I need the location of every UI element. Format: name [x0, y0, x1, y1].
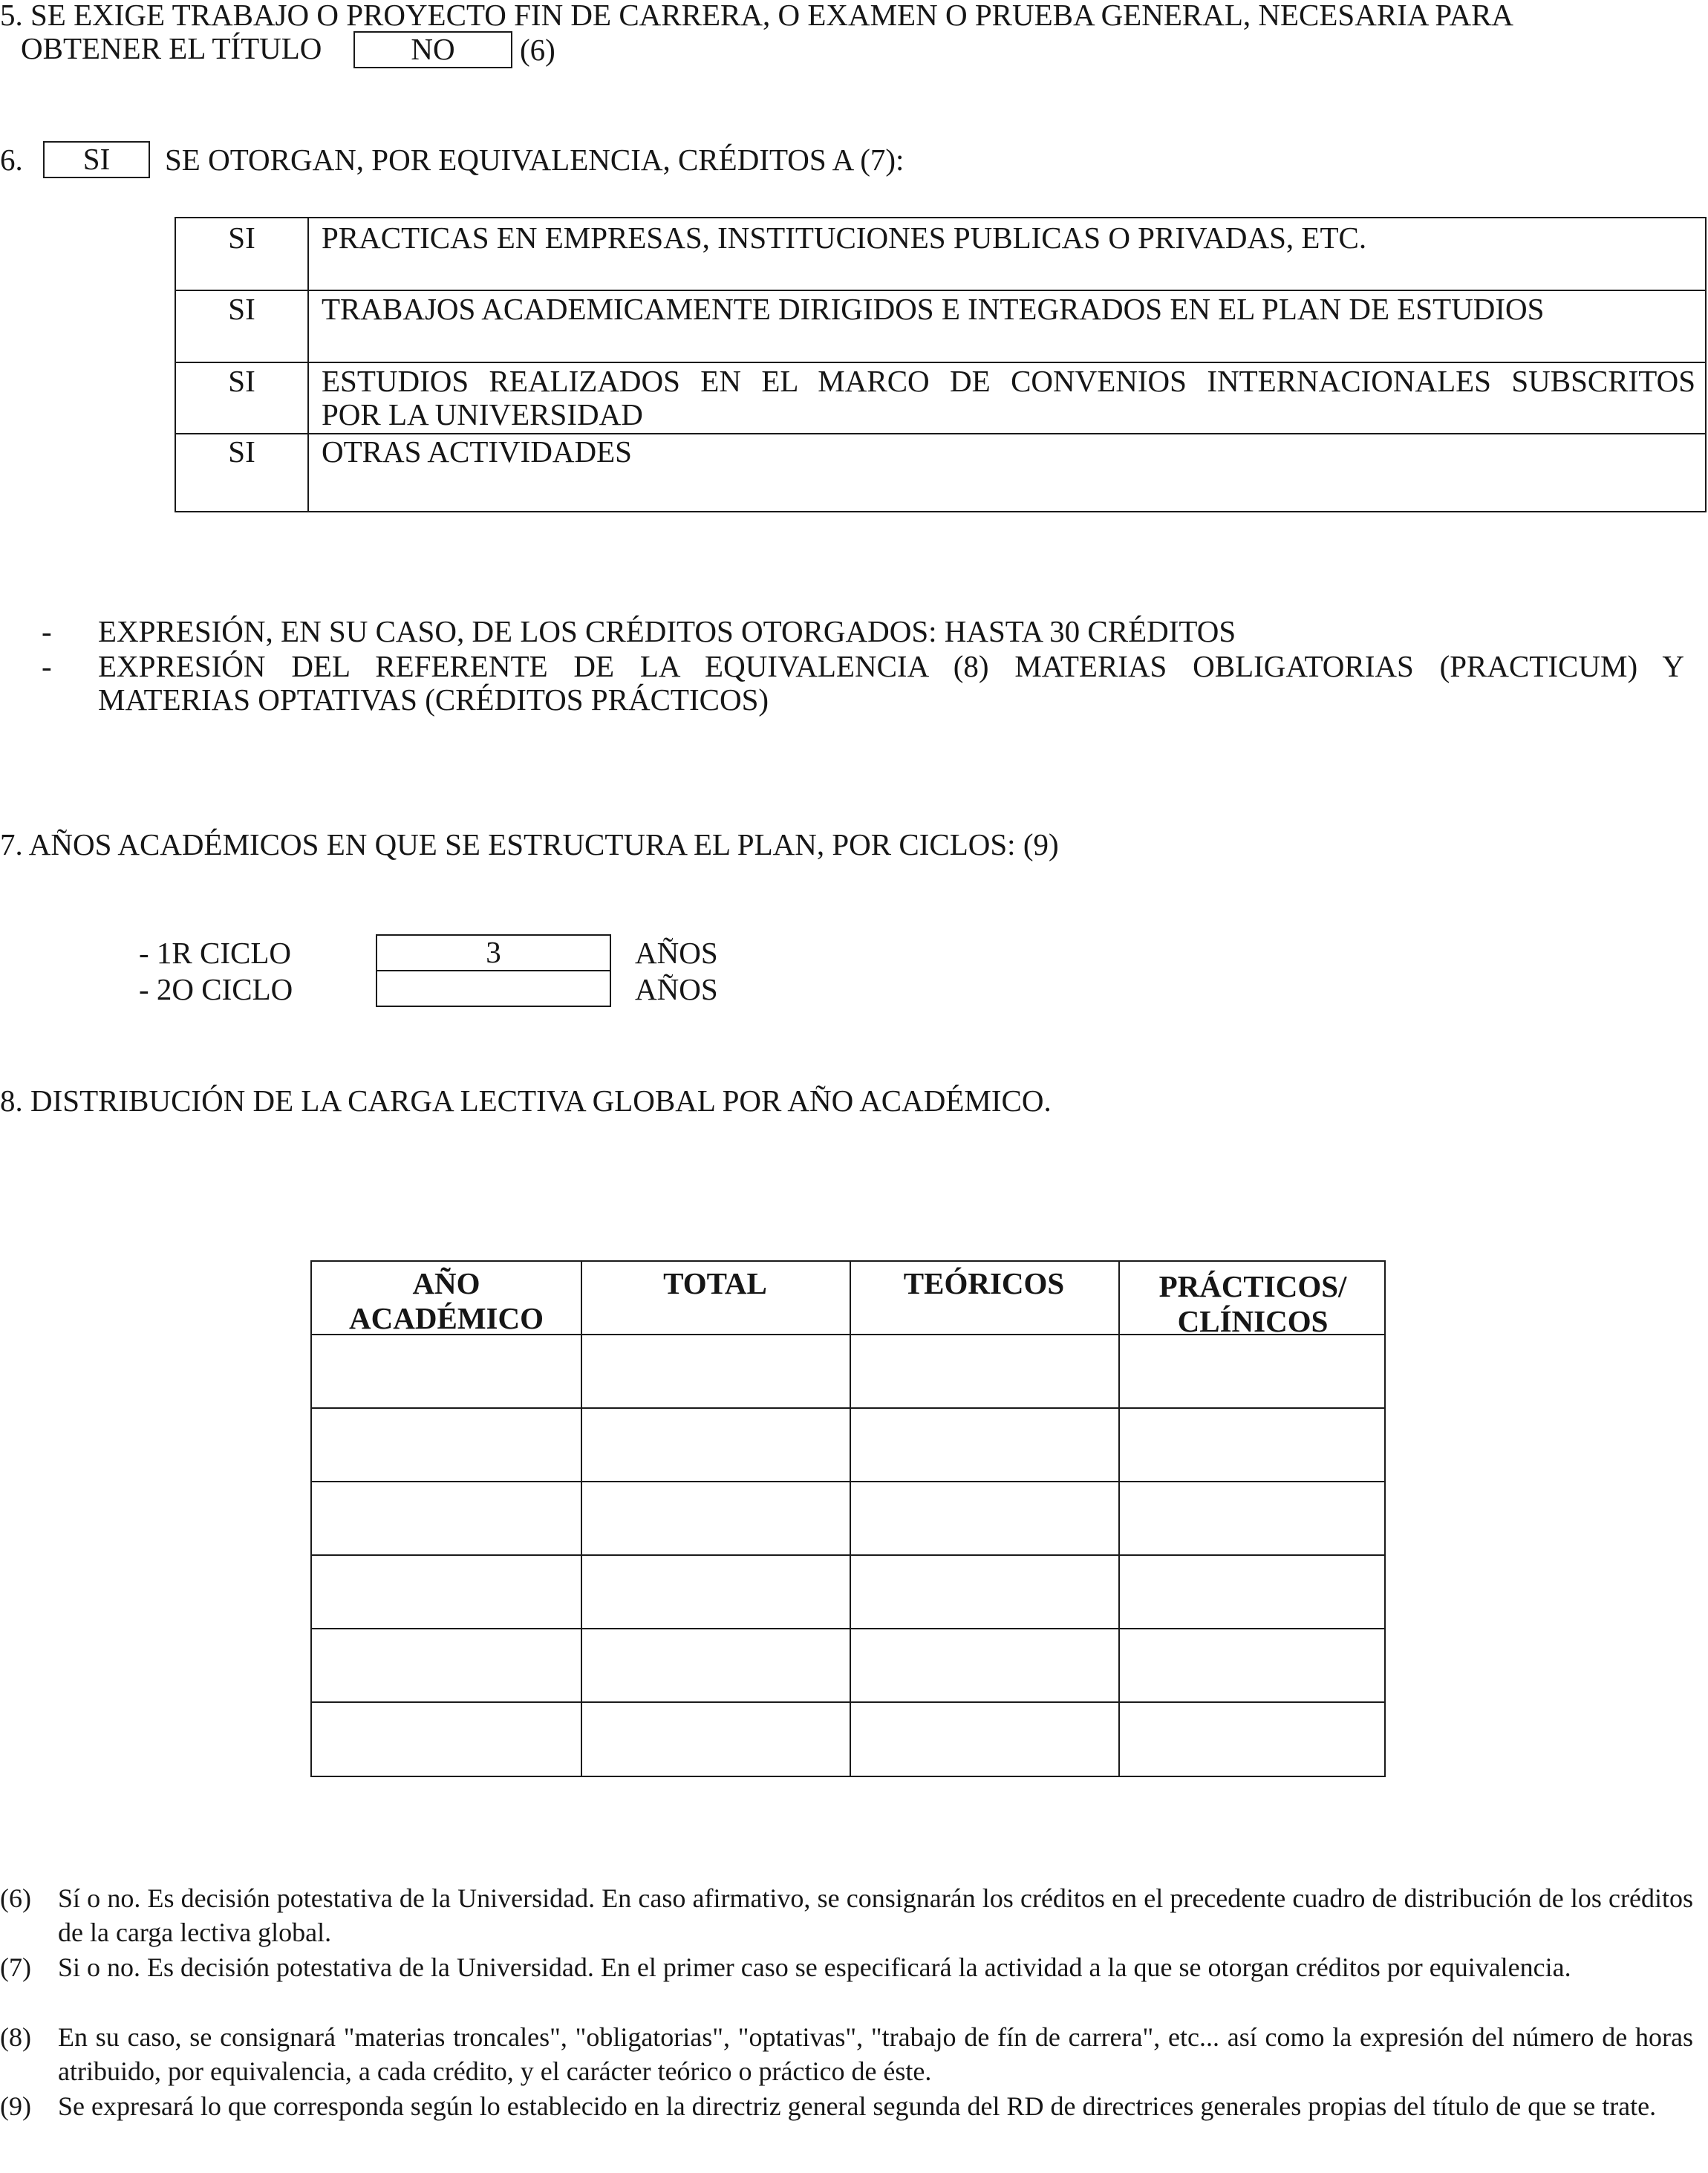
lt-header-practice-l2: CLÍNICOS — [1177, 1304, 1329, 1338]
eq-row-divider — [176, 290, 1705, 291]
cycle-1-label: - 1R CICLO — [139, 936, 291, 970]
eq-row-3-text: ESTUDIOS REALIZADOS EN EL MARCO DE CONVENIOS INTERNACIONALES SUBSCRITOS — [322, 364, 1695, 398]
lt-row-divider — [312, 1407, 1384, 1409]
bullet-dash: - — [42, 614, 52, 648]
footnote-6-number: (6) — [0, 1883, 31, 1913]
item6-label: SE OTORGAN, POR EQUIVALENCIA, CRÉDITOS A (7): — [165, 143, 904, 177]
eq-row-1-text: PRACTICAS EN EMPRESAS, INSTITUCIONES PUBLICAS O PRIVADAS, ETC. — [322, 221, 1367, 255]
eq-column-divider — [307, 218, 309, 511]
lt-header-total — [581, 1266, 850, 1301]
load-table — [310, 1260, 1386, 1777]
footnote-7-number: (7) — [0, 1952, 31, 1982]
eq-row-4-text: OTRAS ACTIVIDADES — [322, 434, 632, 469]
lt-column-divider — [581, 1262, 582, 1776]
footnote-7-text: Si o no. Es decisión potestativa de la Universidad. En el primer caso se especificará la actividad a la que se otorgan créditos por equivalencia. — [58, 1952, 1571, 1982]
item7-title: 7. AÑOS ACADÉMICOS EN QUE SE ESTRUCTURA EL PLAN, POR CICLOS: (9) — [0, 827, 1059, 861]
eq-row-4-value: SI — [228, 434, 255, 469]
lt-header-practice-l1: PRÁCTICOS/ — [1158, 1269, 1347, 1303]
lt-header-year-l1: AÑO — [412, 1266, 480, 1300]
item6-number: 6. — [0, 143, 23, 177]
item6-answer-box: SI — [43, 141, 150, 178]
lt-header-year — [312, 1266, 581, 1336]
lt-row-divider — [312, 1628, 1384, 1629]
equivalence-table — [175, 217, 1707, 512]
bullet-1-text: EXPRESIÓN, EN SU CASO, DE LOS CRÉDITOS OTORGADOS: HASTA 30 CRÉDITOS — [98, 614, 1236, 648]
bullet-2-text: EXPRESIÓN DEL REFERENTE DE LA EQUIVALENCIA (8) MATERIAS OBLIGATORIAS (PRACTICUM) Y — [98, 649, 1684, 683]
lt-column-divider — [850, 1262, 851, 1776]
cycle-1-value-box: 3 — [376, 934, 611, 971]
eq-row-2-value: SI — [228, 292, 255, 326]
lt-row-divider — [312, 1554, 1384, 1556]
eq-row-divider — [176, 362, 1705, 363]
cycle-1-unit: AÑOS — [635, 936, 718, 970]
lt-header-year-l2: ACADÉMICO — [349, 1301, 544, 1335]
lt-row-divider — [312, 1481, 1384, 1482]
cycle-2-value-box — [376, 970, 611, 1007]
footnote-8-text: En su caso, se consignará "materias troncales", "obligatorias", "optativas", "trabajo de fín de carrera", etc... así como la expresión del número de horas atribuido, por equivalencia, a cada crédito, y el carácter teórico o práctico de éste. — [58, 2022, 1693, 2086]
footnote-9-text: Se expresará lo que corresponda según lo establecido en la directriz general segunda del RD de directrices generales propias del título de que se trate. — [58, 2091, 1657, 2121]
eq-row-3-value: SI — [228, 364, 255, 398]
lt-header-theory — [850, 1266, 1118, 1301]
eq-row-3-text-cont: POR LA UNIVERSIDAD — [322, 397, 643, 431]
cycle-2-unit: AÑOS — [635, 972, 718, 1006]
item8-title: 8. DISTRIBUCIÓN DE LA CARGA LECTIVA GLOBAL POR AÑO ACADÉMICO. — [0, 1084, 1052, 1118]
lt-header-practice — [1118, 1269, 1387, 1339]
bullet-dash: - — [42, 649, 52, 683]
bullet-2-text-cont: MATERIAS OPTATIVAS (CRÉDITOS PRÁCTICOS) — [98, 682, 769, 717]
footnote-8-number: (8) — [0, 2022, 31, 2052]
item5-answer-box: NO — [353, 31, 512, 68]
item5-line1: 5. SE EXIGE TRABAJO O PROYECTO FIN DE CARRERA, O EXAMEN O PRUEBA GENERAL, NECESARIA PARA — [0, 0, 1514, 32]
cycle-2-label: - 2O CICLO — [139, 972, 293, 1006]
lt-header-total-l1: TOTAL — [663, 1266, 767, 1300]
footnote-9-number: (9) — [0, 2091, 31, 2121]
eq-row-1-value: SI — [228, 221, 255, 255]
item5-ref: (6) — [520, 33, 555, 67]
lt-header-theory-l1: TEÓRICOS — [903, 1266, 1065, 1300]
item5-line2: OBTENER EL TÍTULO — [21, 31, 322, 65]
footnote-6-text: Sí o no. Es decisión potestativa de la Universidad. En caso afirmativo, se consignarán los créditos en el precedente cuadro de distribución de los créditos de la carga lectiva global. — [58, 1883, 1693, 1947]
eq-row-2-text: TRABAJOS ACADEMICAMENTE DIRIGIDOS E INTEGRADOS EN EL PLAN DE ESTUDIOS — [322, 292, 1545, 326]
lt-row-divider — [312, 1701, 1384, 1703]
